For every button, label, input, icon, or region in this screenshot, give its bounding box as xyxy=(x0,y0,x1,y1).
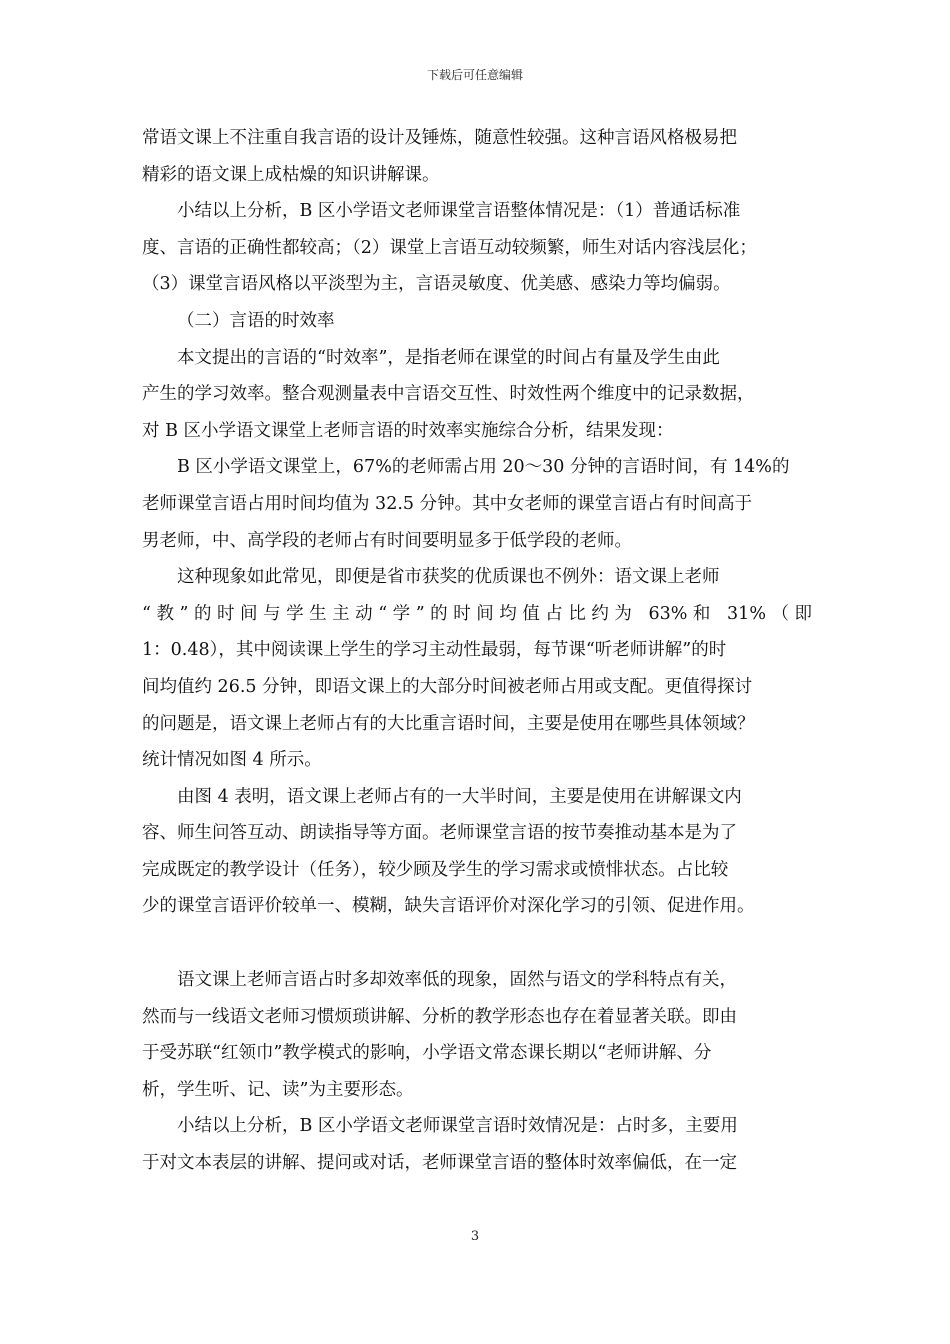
text-line: 由图 4 表明，语文课上老师占有的一大半时间，主要是使用在讲解课文内 xyxy=(177,786,742,807)
text-line: 析，学生听、记、读”为主要形态。 xyxy=(142,1079,414,1100)
text-line: 于对文本表层的讲解、提问或对话，老师课堂言语的整体时效率偏低，在一定 xyxy=(142,1153,737,1174)
text-line: 然而与一线语文老师习惯烦琐讲解、分析的教学形态也存在着显著关联。即由 xyxy=(142,1006,737,1027)
text-line: 产生的学习效率。整合观测量表中言语交互性、时效性两个维度中的记录数据， xyxy=(142,384,755,405)
text-line: 少的课堂言语评价较单一、模糊，缺失言语评价对深化学习的引领、促进作用。 xyxy=(142,896,755,917)
text-line: “教”的时间与学生主动“学”的时间均值占比约为 63%和 31%（即 xyxy=(142,603,812,624)
section-heading: （二）言语的时效率 xyxy=(177,310,335,331)
text-line: 男老师，中、高学段的老师占有时间要明显多于低学段的老师。 xyxy=(142,530,632,551)
text-line: 完成既定的教学设计（任务），较少顾及学生的学习需求或愤悱状态。占比较 xyxy=(142,859,729,880)
text-line: 小结以上分析，B 区小学语文老师课堂言语整体情况是：（1）普通话标准 xyxy=(177,201,741,222)
text-line: 老师课堂言语占用时间均值为 32.5 分钟。其中女老师的课堂言语占有时间高于 xyxy=(142,493,753,514)
text-line: 小结以上分析，B 区小学语文老师课堂言语时效情况是：占时多，主要用 xyxy=(177,1116,738,1137)
page-number: 3 xyxy=(470,1229,480,1244)
text-line: 对 B 区小学语文课堂上老师言语的时效率实施综合分析，结果发现： xyxy=(142,420,674,441)
text-line: 本文提出的言语的“时效率”，是指老师在课堂的时间占有量及学生由此 xyxy=(177,347,720,368)
text-line: 常语文课上不注重自我言语的设计及锤炼，随意性较强。这种言语风格极易把 xyxy=(142,128,737,148)
text-line: B 区小学语文课堂上，67%的老师需占用 20～30 分钟的言语时间，有 14%的 xyxy=(177,457,790,478)
text-line: 度、言语的正确性都较高；（2）课堂上言语互动较频繁，师生对话内容浅层化； xyxy=(142,237,757,258)
text-line: 于受苏联“红领巾”教学模式的影响，小学语文常态课长期以“老师讲解、分 xyxy=(142,1043,712,1064)
text-line: 的问题是，语文课上老师占有的大比重言语时间，主要是使用在哪些具体领域？ xyxy=(142,713,755,734)
paragraph-gap xyxy=(142,925,812,962)
text-line: 间均值约 26.5 分钟，即语文课上的大部分时间被老师占用或支配。更值得探讨 xyxy=(142,676,753,697)
text-line: 容、师生问答互动、朗读指导等方面。老师课堂言语的按节奏推动基本是为了 xyxy=(142,823,737,844)
text-line: 语文课上老师言语占时多却效率低的现象，固然与语文的学科特点有关， xyxy=(177,970,737,991)
document-body xyxy=(142,120,812,1182)
text-line: 精彩的语文课上成枯燥的知识讲解课。 xyxy=(142,164,440,185)
page-header: 下载后可任意编辑 xyxy=(426,68,523,82)
text-line: 这种现象如此常见，即便是省市获奖的优质课也不例外：语文课上老师 xyxy=(177,567,720,588)
text-line: 1：0.48），其中阅读课上学生的学习主动性最弱，每节课“听老师讲解”的时 xyxy=(142,640,727,661)
text-line: 统计情况如图 4 所示。 xyxy=(142,750,322,771)
text-line: （3）课堂言语风格以平淡型为主，言语灵敏度、优美感、感染力等均偏弱。 xyxy=(142,274,731,295)
